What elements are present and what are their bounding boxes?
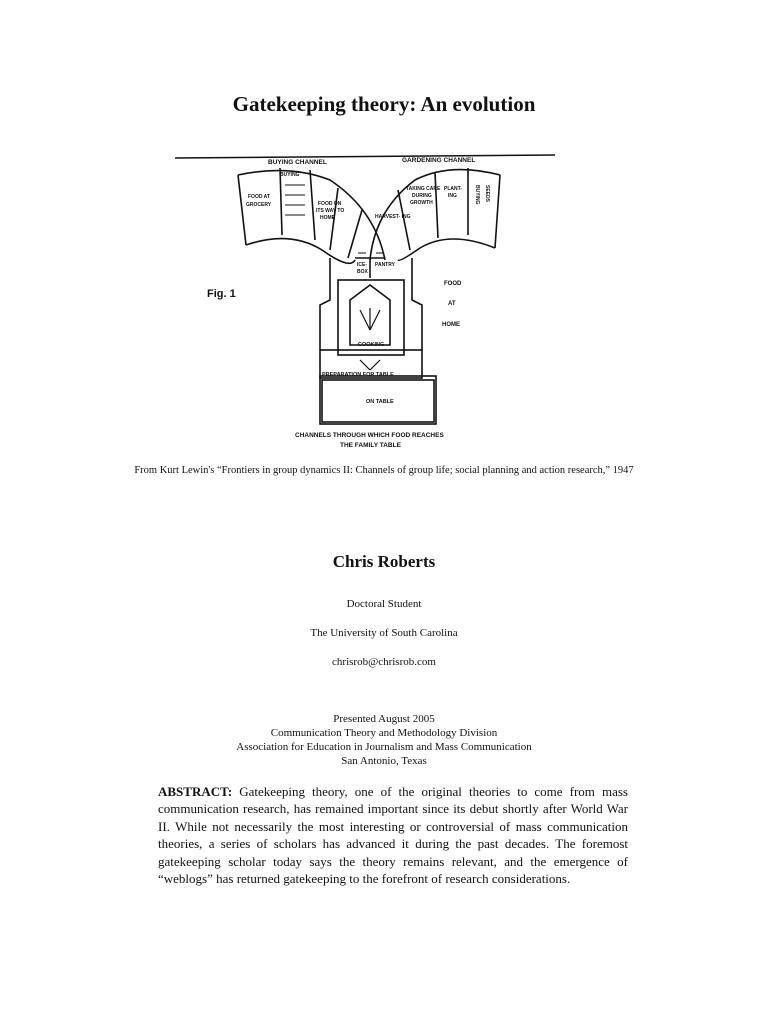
figure-label: Fig. 1 [207,288,236,300]
buying-channel-label: BUYING CHANNEL [268,159,327,166]
planting-label-1: PLANT- [444,186,463,192]
abstract-body: Gatekeeping theory, one of the original theories to come from mass communication research, has remained important since its debut shortly after World War II. While not necessarily the most interesting or controversial of mass communication theories, a series of scholars has advanced it during the past decades. The foremost gatekeeping scholar today says the theory remains relevant, and the emergence of “weblogs” has returned gatekeeping to the forefront of research considerations. [158,784,628,887]
food-at-home-label-1: FOOD [444,281,462,287]
presented-association: Association for Education in Journalism and Mass Communication [236,741,532,753]
author-name: Chris Roberts [332,552,436,571]
author-email: chrisrob@chrisrob.com [332,656,436,668]
pantry-label: PANTRY [375,262,395,268]
buying-label: BUYING [280,172,300,178]
taking-care-label-3: GROWTH [410,200,433,206]
channels-caption-1: CHANNELS THROUGH WHICH FOOD REACHES [295,432,444,439]
lewin-channel-figure [170,150,560,455]
figure-top-rule [175,155,555,158]
gardening-channel-label: GARDENING CHANNEL [402,157,476,164]
food-at-grocery-label-1: FOOD AT [248,194,270,200]
buying-channel-inner-arc [246,239,355,264]
channels-caption-2: THE FAMILY TABLE [340,442,401,449]
abstract-paragraph [158,783,628,887]
author-university: The University of South Carolina [310,627,458,639]
taking-care-label-2: DURING [412,193,432,199]
food-at-grocery-label-2: GROCERY [246,202,272,208]
harvesting-label: HARVEST- ING [375,214,411,220]
figure-caption: From Kurt Lewin's “Frontiers in group dynamics II: Channels of group life; social planning and action research,” 1947 [134,465,634,476]
preparation-label: PREPARATION FOR TABLE [322,372,394,378]
planting-label-2: ING [448,193,457,199]
paper-title: Gatekeeping theory: An evolution [232,92,536,116]
on-table-label: ON TABLE [366,399,394,405]
buying-seeds-label-1: BUYING [474,185,480,205]
author-role: Doctoral Student [346,598,422,610]
presented-division: Communication Theory and Methodology Division [270,727,498,739]
presented-date: Presented August 2005 [333,713,435,725]
ice-box-label-1: ICE- [357,262,367,268]
presented-location: San Antonio, Texas [341,755,427,767]
food-at-home-label-2: AT [448,301,456,307]
abstract-lead: ABSTRACT: [158,784,233,799]
food-on-way-label-2: ITS WAY TO [316,208,345,214]
food-at-home-label-3: HOME [442,322,460,328]
ice-box-label-2: BOX [357,269,368,275]
food-on-way-label-1: FOOD ON [318,201,342,207]
cooking-label: COOKING [358,342,385,348]
channel-diagram [170,150,560,455]
taking-care-label-1: TAKING CARE [406,186,441,192]
food-on-way-label-3: HOME [320,215,335,221]
buying-seeds-label-2: SEEDS [484,185,490,202]
